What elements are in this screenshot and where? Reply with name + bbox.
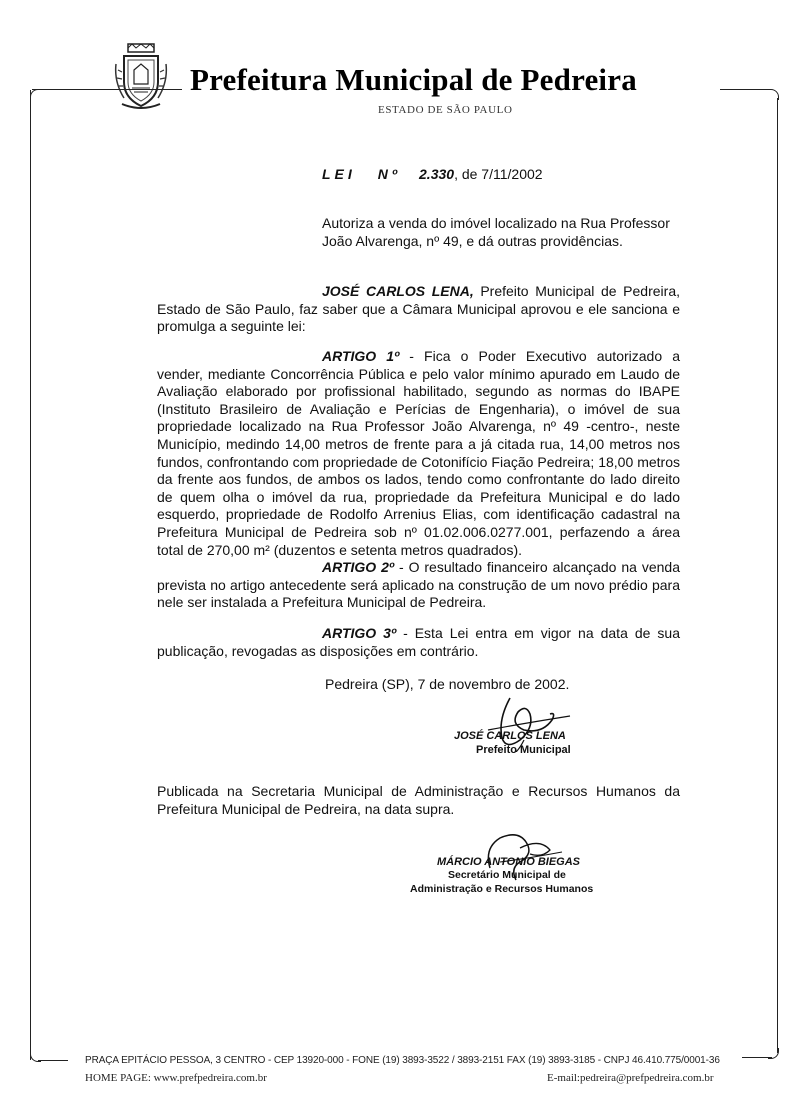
article-3-text: - Esta Lei entra em vigor na data de sua publicação, revogadas as disposições em contrário. <box>157 625 680 659</box>
frame-rule-right <box>777 98 778 1053</box>
article-2-label: ARTIGO 2º <box>322 559 395 575</box>
secretary-signature-role-1: Secretário Municipal de <box>448 869 566 881</box>
footer-email: E-mail:pedreira@prefpedreira.com.br <box>547 1072 714 1084</box>
mayor-signature-name: JOSÉ CARLOS LENA <box>454 730 566 742</box>
mayor-signature-role: Prefeito Municipal <box>476 744 571 756</box>
publication-paragraph: Publicada na Secretaria Municipal de Administração e Recursos Humanos da Prefeitura Municipal de Pedreira, na data supra. <box>157 783 680 817</box>
intro-paragraph <box>157 283 680 336</box>
article-1-label: ARTIGO 1º <box>322 348 400 364</box>
footer-homepage: HOME PAGE: www.prefpedreira.com.br <box>85 1072 267 1084</box>
footer-address: PRAÇA EPITÁCIO PESSOA, 3 CENTRO - CEP 13920-000 - FONE (19) 3893-3522 / 3893-2151 FAX (19) 3893-3185 - CNPJ 46.410.775/0001-36 <box>85 1055 720 1066</box>
article-2-paragraph <box>157 559 680 612</box>
law-number-label: Nº <box>377 166 402 182</box>
frame-rule-top-right <box>720 89 770 90</box>
frame-rule-left <box>30 90 31 1060</box>
article-2-text: - O resultado financeiro alcançado na venda prevista no artigo antecedente será aplicado na construção de um novo prédio para nele ser instalada a Prefeitura Municipal de Pedreira. <box>157 559 680 611</box>
article-1-paragraph <box>157 348 680 559</box>
municipal-crest-icon <box>112 42 170 112</box>
intro-text: Prefeito Municipal de Pedreira, Estado de São Paulo, faz saber que a Câmara Municipal aprovou e ele sanciona e promulga a seguinte lei: <box>157 283 680 335</box>
place-date: Pedreira (SP), 7 de novembro de 2002. <box>325 676 570 692</box>
article-3-label: ARTIGO 3º <box>322 625 397 641</box>
article-3-paragraph <box>157 625 680 660</box>
state-subtitle: ESTADO DE SÃO PAULO <box>378 104 513 116</box>
secretary-signature-name: MÁRCIO ANTONIO BIEGAS <box>437 856 581 868</box>
law-summary: Autoriza a venda do imóvel localizado na Rua Professor João Alvarenga, nº 49, e dá outras providências. <box>322 215 670 249</box>
law-date: , de 7/11/2002 <box>454 166 543 182</box>
article-1-text: - Fica o Poder Executivo autorizado a vender, mediante Concorrência Pública e pelo valor mínimo apurado em Laudo de Avaliação elaborado por profissional habilitado, segundo as normas do IBAPE (Instituto Brasileiro de Avaliação e Perícias de Engenharia), o imóvel de sua propriedade localizado na Rua Professor João Alvarenga, nº 49 -centro-, neste Município, medindo 14,00 metros de frente para a já citada rua, 14,00 metros nos fundos, confrontando com propriedade de Cotonifício Fiação Pedreira; 18,00 metros da frente aos fundos, de ambos os lados, tendo como confrontante do lado direito de quem olha o imóvel da rua, propriedade da Prefeitura Municipal e do lado esquerdo, propriedade de Rodolfo Arrenius Elias, com identificação cadastral na Prefeitura Municipal de Pedreira sob nº 01.02.006.0277.001, perfazendo a área total de 270,00 m² (duzentos e setenta metros quadrados). <box>157 348 680 558</box>
law-heading <box>322 166 543 182</box>
law-label: LEI <box>322 166 356 182</box>
page-title: Prefeitura Municipal de Pedreira <box>190 62 637 97</box>
mayor-signature-icon <box>480 690 580 752</box>
secretary-signature-role-2: Administração e Recursos Humanos <box>410 883 594 895</box>
law-number: 2.330 <box>419 166 455 182</box>
frame-rule-bottom-right <box>742 1057 772 1058</box>
mayor-name: JOSÉ CARLOS LENA, <box>322 283 474 299</box>
frame-corner-top-left <box>30 89 41 100</box>
frame-rule-bottom-left <box>38 1060 68 1061</box>
frame-rule-top-left <box>32 89 182 90</box>
